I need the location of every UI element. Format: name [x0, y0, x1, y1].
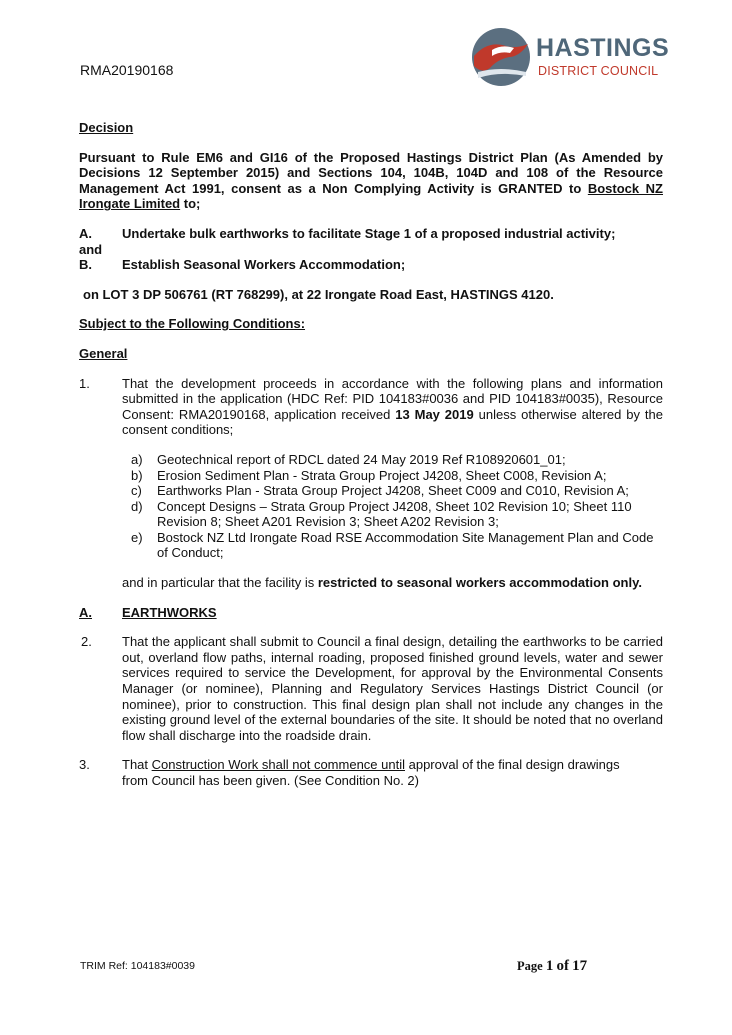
general-heading: General	[79, 345, 128, 361]
list-item: b) Erosion Sediment Plan - Strata Group Project J4208, Sheet C008, Revision A;	[131, 467, 607, 483]
decision-heading: Decision	[79, 120, 134, 135]
page-number: Page 1 of 17	[517, 958, 588, 974]
trim-reference: TRIM Ref: 104183#0039	[80, 960, 195, 972]
list-item: d) Concept Designs – Strata Group Project J4208, Sheet 102 Revision 10; Sheet 110 Revision 8; Sheet A201 Revision 3; Sheet A202 Revision 3;	[131, 498, 632, 530]
logo-wordmark: HASTINGS	[536, 34, 670, 62]
grantee-name: Bostock NZ Irongate Limited	[79, 180, 663, 212]
list-item: c) Earthworks Plan - Strata Group Project J4208, Sheet C009 and C010, Revision A;	[131, 483, 629, 499]
site-location: on LOT 3 DP 506761 (RT 768299), at 22 Irongate Road East, HASTINGS 4120.	[83, 286, 554, 302]
activity-a: A. Undertake bulk earthworks to facilitate Stage 1 of a proposed industrial activity;	[79, 225, 616, 241]
activity-and: and	[79, 241, 103, 257]
condition-1: 1. That the development proceeds in accordance with the following plans and information submitted in the application (HDC Ref: PID 104183#0036 and PID 104183#0035), Resource Consent: RMA20190168, application received 13 May 2019 unless otherwise altered by the consent conditions;	[79, 375, 663, 438]
construction-restriction: Construction Work shall not commence until	[151, 757, 405, 773]
list-item: a) Geotechnical report of RDCL dated 24 May 2019 Ref R108920601_01;	[131, 451, 566, 467]
earthworks-heading: A. EARTHWORKS	[79, 604, 217, 620]
conditions-heading: Subject to the Following Conditions:	[79, 316, 306, 332]
condition-3: 3. That Construction Work shall not commence until approval of the final design drawings from Council has been given. (See Condition No. 2)	[79, 757, 620, 788]
restriction-note: and in particular that the facility is restricted to seasonal workers accommodation only.	[122, 575, 642, 591]
activity-b: B. Establish Seasonal Workers Accommodation;	[79, 257, 406, 273]
document-body	[79, 120, 663, 789]
list-item: e) Bostock NZ Ltd Irongate Road RSE Accommodation Site Management Plan and Code of Conduct;	[131, 529, 654, 561]
plans-list	[79, 452, 663, 561]
reference-number: RMA20190168	[80, 62, 174, 78]
logo-subtitle: DISTRICT COUNCIL	[538, 64, 659, 78]
decision-intro: Pursuant to Rule EM6 and GI16 of the Proposed Hastings District Plan (As Amended by Decisions 12 September 2015) and Sections 104, 104B, 104D and 108 of the Resource Management Act 1991, consent as a Non Complying Activity is GRANTED to Bostock NZ Irongate Limited to;	[79, 149, 663, 212]
granted-activities	[79, 226, 663, 273]
bird-emblem-icon	[470, 26, 532, 88]
council-logo	[470, 26, 685, 88]
condition-2: 2. That the applicant shall submit to Council a final design, detailing the earthworks to be carried out, overland flow paths, internal roading, proposed finished ground levels, water and sewer services required to service the Development, for approval by the Environmental Consents Manager (or nominee), Planning and Regulatory Services Hastings District Council (or nominee), prior to construction. This final design plan shall not include any changes in the existing ground level of the external boundaries of the site. It should be noted that no overland flow shall discharge into the roadside drain.	[81, 634, 663, 743]
